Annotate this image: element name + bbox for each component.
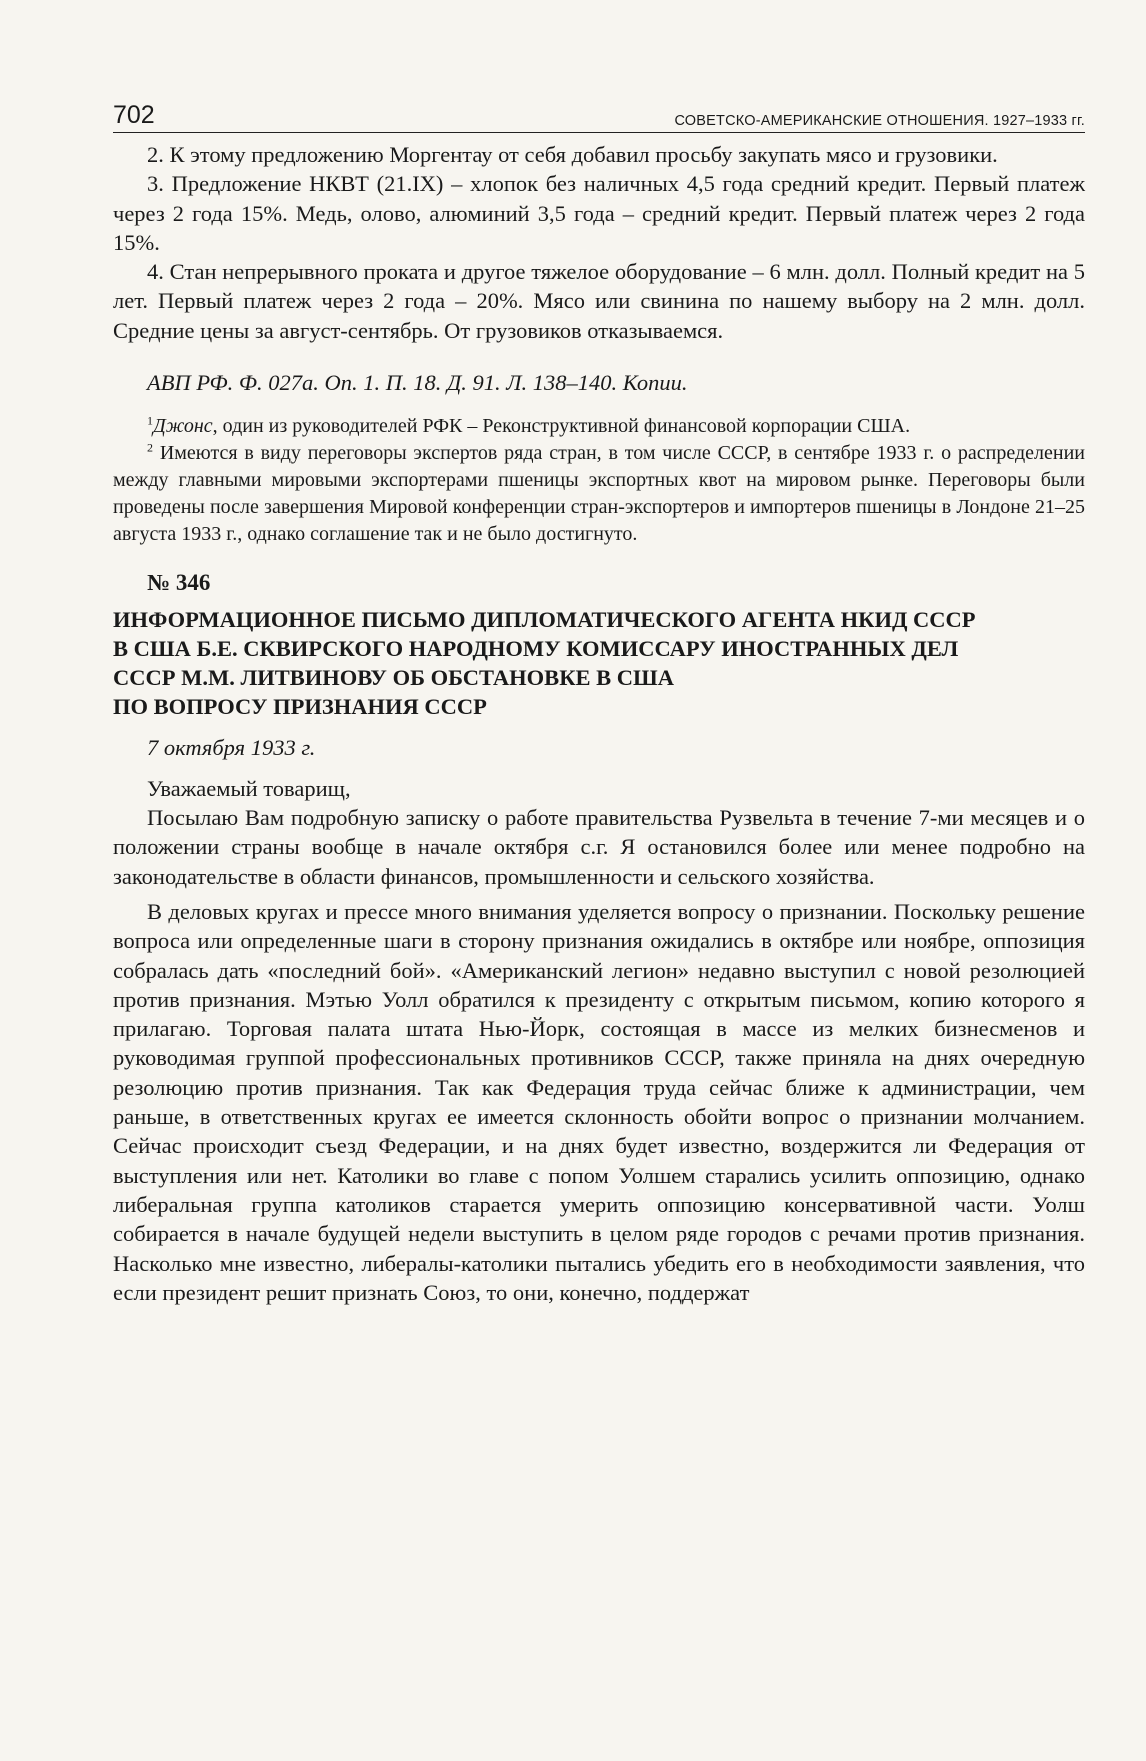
salutation: Уважаемый товарищ, xyxy=(147,776,351,802)
document-title-line: В США Б.Е. СКВИРСКОГО НАРОДНОМУ КОМИССАРУ ИНОСТРАННЫХ ДЕЛ xyxy=(113,636,959,662)
running-title: СОВЕТСКО-АМЕРИКАНСКИЕ ОТНОШЕНИЯ. 1927–1933 гг. xyxy=(674,113,1085,129)
page-number: 702 xyxy=(113,101,155,129)
document-title-line: ИНФОРМАЦИОННОЕ ПИСЬМО ДИПЛОМАТИЧЕСКОГО АГЕНТА НКИД СССР xyxy=(113,607,976,633)
footnote-1-name: Джонс xyxy=(153,415,213,438)
footnote-2-text: Имеются в виду переговоры экспертов ряда стран, в том числе СССР, в сентябре 1933 г. о распределении между главными мировыми экспортерами пшеницы экспортных квот на мировом рынке. Переговоры были проведены после завершения Мировой конференции стран-экспортеров и импортеров пшеницы в Лондоне 21–25 августа 1933 г., однако соглашение так и не было достигнуто. xyxy=(113,442,1085,546)
page-header xyxy=(113,98,1085,133)
document-title xyxy=(113,605,1085,721)
letter-paragraph: В деловых кругах и прессе много внимания уделяется вопросу о признании. Поскольку решение вопроса или определенные шаги в сторону признания ожидались в октябре или ноябре, оппозиция собралась дать «последний бой». «Американский легион» недавно выступил с новой резолюцией против признания. Мэтью Уолл обратился к президенту с открытым письмом, копию которого я прилагаю. Торговая палата штата Нью-Йорк, состоящая в массе из мелких бизнесменов и руководимая группой профессиональных противников СССР, также приняла на днях очередную резолюцию против признания. Так как Федерация труда сейчас ближе к администрации, чем раньше, в ответственных кругах ее имеется склонность обойти вопрос о признании молчанием. Сейчас происходит съезд Федерации, и на днях будет известно, воздержится ли Федерация от выступления или нет. Католики во главе с попом Уолшем старались усилить оппозицию, однако либеральная группа католиков старается умерить оппозицию консервативной части. Уолш собирается в начале будущей недели выступить в целом ряде городов с речами против признания. Насколько мне известно, либералы-католики пытались убедить его в необходимости заявления, что если президент решит признать Союз, то они, конечно, поддержат xyxy=(113,898,1085,1305)
page-content xyxy=(113,140,1085,1307)
footnote-1-mark: 1 xyxy=(147,413,153,428)
point-4: 4. Стан непрерывного проката и другое тяжелое оборудование – 6 млн. долл. Полный кредит на 5 лет. Первый платеж через 2 года – 20%. Мясо или свинина по нашему выбору на 2 млн. долл. Средние цены за август-сентябрь. От грузовиков отказываемся. xyxy=(113,259,1085,343)
footnote-2-mark: 2 xyxy=(147,440,153,455)
point-3: 3. Предложение НКВТ (21.IX) – хлопок без наличных 4,5 года средний кредит. Первый платеж через 2 года 15%. Медь, олово, алюминий 3,5 года – средний кредит. Первый платеж через 2 года 15%. xyxy=(113,171,1085,255)
footnote-1 xyxy=(113,413,1085,440)
footnote-2 xyxy=(113,440,1085,548)
archive-reference: АВП РФ. Ф. 027а. Оп. 1. П. 18. Д. 91. Л. 138–140. Копии. xyxy=(147,370,688,396)
document-date: 7 октября 1933 г. xyxy=(147,735,316,761)
letter-paragraph: Посылаю Вам подробную записку о работе правительства Рузвельта в течение 7-ми месяцев и о положении страны вообще в начале октября с.г. Я остановился более или менее подробно на законодательстве в области финансов, промышленности и сельского хозяйства. xyxy=(113,805,1085,889)
document-number: № 346 xyxy=(147,570,211,596)
document-title-line: СССР М.М. ЛИТВИНОВУ ОБ ОБСТАНОВКЕ В США xyxy=(113,665,674,691)
document-title-line: ПО ВОПРОСУ ПРИЗНАНИЯ СССР xyxy=(113,694,487,720)
footnote-1-text: , один из руководителей РФК – Реконструктивной финансовой корпорации США. xyxy=(212,415,911,438)
point-2: 2. К этому предложению Моргентау от себя добавил просьбу закупать мясо и грузовики. xyxy=(147,142,998,167)
